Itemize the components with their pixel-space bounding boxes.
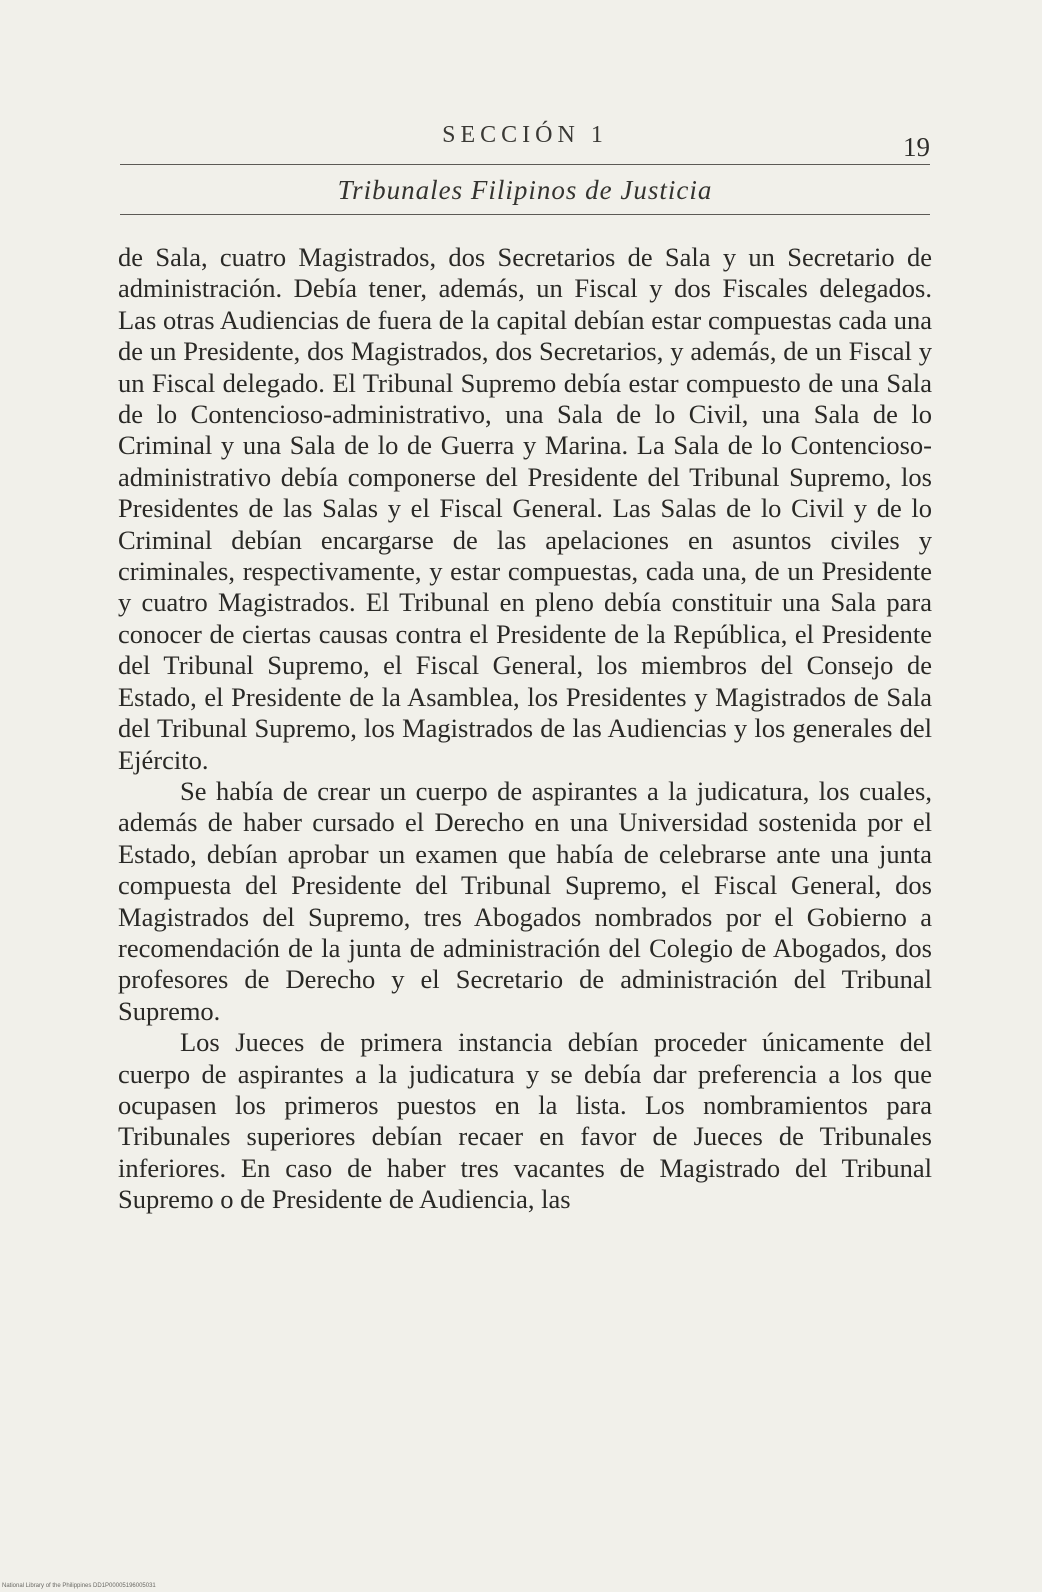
paragraph-2: Se había de crear un cuerpo de aspirantes a la judicatura, los cuales, además de haber cursado el Derecho en una Universidad sostenida por el Estado, debían aprobar un examen que había de celebrarse ante una junta compuesta del Presidente del Tribunal Supremo, el Fiscal General, dos Magistrados del Supremo, tres Abogados nombrados por el Gobierno a recomendación de la junta de administración del Colegio de Abogados, dos profesores de Derecho y el Secretario de administración del Tribunal Supremo.: [118, 775, 932, 1026]
header-rule-bottom: [120, 214, 930, 215]
chapter-title: Tribunales Filipinos de Justicia: [337, 175, 713, 205]
body-text: [118, 242, 932, 1216]
header-rule-top: [120, 164, 930, 165]
page-number: 19: [903, 132, 930, 162]
running-header: [120, 122, 930, 218]
paragraph-3: Los Jueces de primera instancia debían proceder únicamente del cuerpo de aspirantes a la judicatura y se debía dar preferencia a los que ocupasen los primeros puestos en la lista. Los nombramientos para Tribunales superiores debían recaer en favor de Jueces de Tribunales inferiores. En caso de haber tres vacantes de Magistrado del Tribunal Supremo o de Presidente de Audiencia, las: [118, 1027, 932, 1215]
paragraph-1: de Sala, cuatro Magistrados, dos Secretarios de Sala y un Secretario de administración. Debía tener, además, un Fiscal y dos Fiscales delegados. Las otras Audiencias de fuera de la capital debían estar compuestas cada una de un Presidente, dos Magistrados, dos Secretarios, y además, de un Fiscal y un Fiscal delegado. El Tribunal Supremo debía estar compuesto de una Sala de lo Contencioso-administrativo, una Sala de lo Civil, una Sala de lo Criminal y una Sala de lo de Guerra y Marina. La Sala de lo Contencioso-administrativo debía componerse del Presidente del Tribunal Supremo, los Presidentes de las Salas y el Fiscal General. Las Salas de lo Civil y de lo Criminal debían encargarse de las apelaciones en asuntos civiles y criminales, respectivamente, y estar compuestas, cada una, de un Presidente y cuatro Magistrados. El Tribunal en pleno debía constituir una Sala para conocer de ciertas causas contra el Presidente de la República, el Presidente del Tribunal Supremo, el Fiscal General, los miembros del Consejo de Estado, el Presidente de la Asamblea, los Presidentes y Magistrados de Sala del Tribunal Supremo, los Magistrados de las Audiencias y los generales del Ejército.: [118, 242, 932, 775]
section-label: SECCIÓN 1: [442, 122, 608, 148]
library-credit: National Library of the Philippines DD1P00005196005031: [2, 1583, 156, 1589]
